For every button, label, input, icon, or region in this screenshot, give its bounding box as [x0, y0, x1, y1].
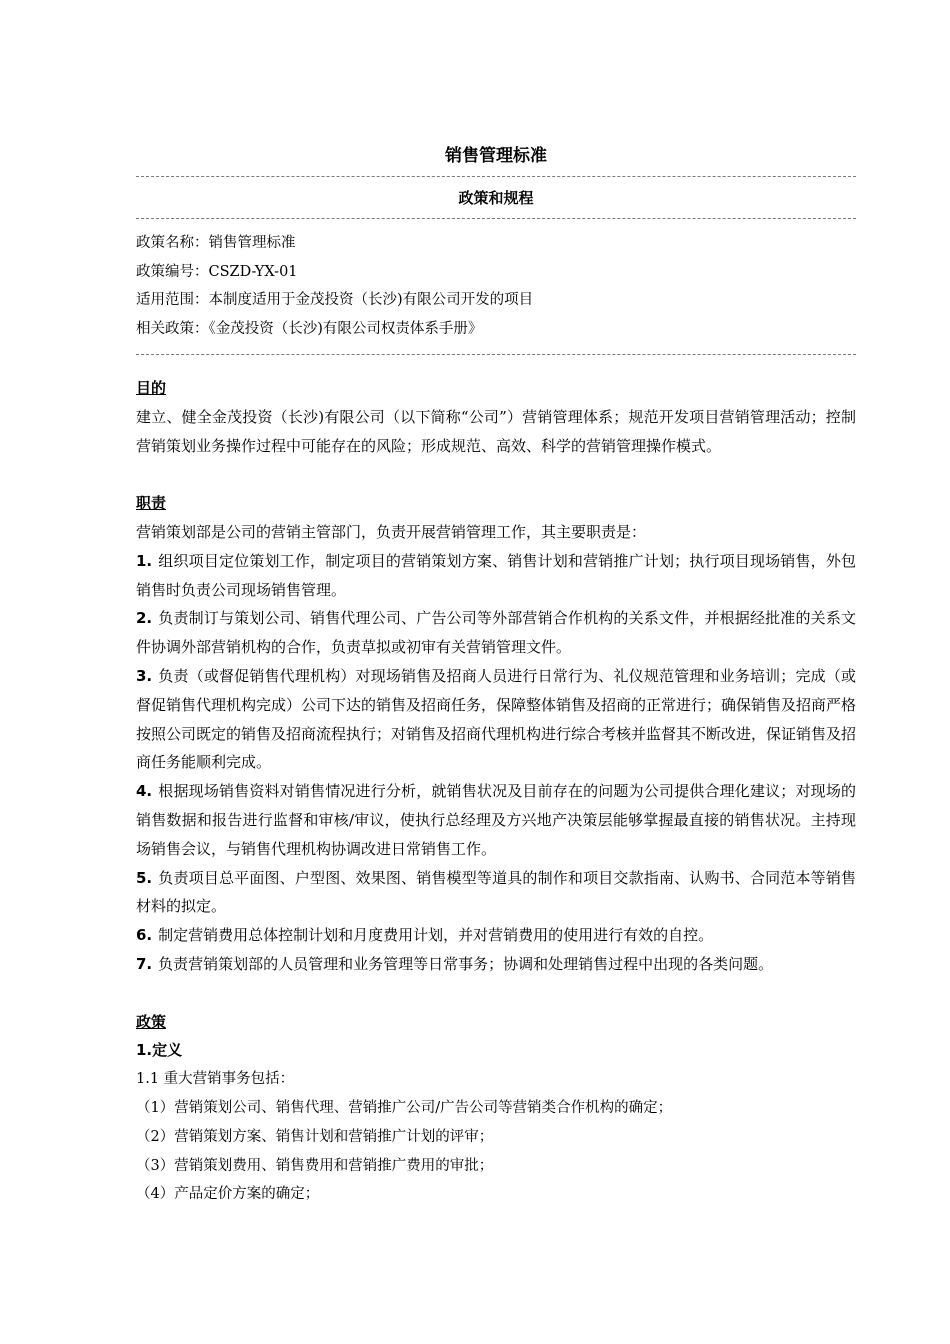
duty-number: 3. [136, 666, 153, 685]
duty-text: 负责营销策划部的人员管理和业务管理等日常事务；协调和处理销售过程中出现的各类问题。 [158, 954, 774, 973]
duty-text: 制定营销费用总体控制计划和月度费用计划，并对营销费用的使用进行有效的自控。 [158, 926, 714, 945]
duty-text: 负责项目总平面图、户型图、效果图、销售模型等道具的制作和项目交款指南、认购书、合同范本等销售材料的拟定。 [136, 868, 856, 916]
duty-item [136, 864, 856, 922]
duty-item [136, 777, 856, 863]
duty-item [136, 950, 856, 979]
duty-item [136, 547, 856, 605]
duty-number: 6. [136, 926, 153, 945]
related-policy: 相关政策：《金茂投资（长沙)有限公司权责体系手册》 [136, 320, 483, 337]
duty-item [136, 921, 856, 950]
spacer [136, 460, 856, 489]
policy-line: （1）营销策划公司、销售代理、营销推广公司/广告公司等营销类合作机构的确定； [136, 1099, 673, 1116]
policy-name: 政策名称：销售管理标准 [136, 235, 296, 251]
divider [136, 218, 856, 219]
document-body [136, 374, 856, 1209]
duty-text: 组织项目定位策划工作，制定项目的营销策划方案、销售计划和营销推广计划；执行项目现场销售，外包销售时负责公司现场销售管理。 [136, 551, 856, 599]
purpose-text: 建立、健全金茂投资（长沙)有限公司（以下简称“公司”）营销管理体系；规范开发项目营销管理活动；控制营销策划业务操作过程中可能存在的风险；形成规范、高效、科学的营销管理操作模式。 [136, 407, 856, 455]
duty-text: 负责（或督促销售代理机构）对现场销售及招商人员进行日常行为、礼仪规范管理和业务培训；完成（或督促销售代理机构完成）公司下达的销售及招商任务，保障整体销售及招商的正常进行；确保销售及招商严格按照公司既定的销售及招商流程执行；对销售及招商代理机构进行综合考核并监督其不断改进，保证销售及招商任务能顺利完成。 [136, 666, 857, 772]
duty-number: 2. [136, 609, 153, 628]
policy-scope: 适用范围：本制度适用于金茂投资（长沙)有限公司开发的项目 [136, 292, 534, 308]
duty-item [136, 604, 856, 662]
duty-number: 5. [136, 868, 153, 887]
policy-line: （3）营销策划费用、销售费用和营销推广费用的审批； [136, 1157, 494, 1174]
subsection-heading-definition: 1.定义 [136, 1041, 183, 1060]
document-subtitle: 政策和规程 [458, 189, 534, 207]
divider [136, 176, 856, 177]
section-heading-policy: 政策 [136, 1012, 167, 1031]
duty-text: 根据现场销售资料对销售情况进行分析，就销售状况及目前存在的问题为公司提供合理化建议；对现场的销售数据和报告进行监督和审核/审议，使执行总经理及方兴地产决策层能够掌握最直接的销售状况。主持现场销售会议，与销售代理机构协调改进日常销售工作。 [136, 782, 856, 858]
policy-line: 1.1 重大营销事务包括： [136, 1071, 295, 1088]
policy-line: （4）产品定价方案的确定； [136, 1186, 320, 1203]
policy-number: 政策编号：CSZD-YX-01 [136, 263, 298, 280]
duty-number: 4. [136, 782, 153, 801]
duty-item [136, 662, 856, 777]
duty-number: 7. [136, 954, 153, 973]
section-heading-purpose: 目的 [136, 379, 167, 397]
policy-meta [136, 229, 856, 343]
divider [136, 354, 856, 355]
spacer [136, 979, 856, 1008]
duties-intro: 营销策划部是公司的营销主管部门，负责开展营销管理工作，其主要职责是： [136, 522, 647, 541]
document-title: 销售管理标准 [445, 146, 547, 166]
section-heading-duties: 职责 [136, 494, 167, 513]
policy-line: （2）营销策划方案、销售计划和营销推广计划的评审； [136, 1128, 494, 1145]
duty-text: 负责制订与策划公司、销售代理公司、广告公司等外部营销合作机构的关系文件，并根据经批准的关系文件协调外部营销机构的合作，负责草拟或初审有关营销管理文件。 [136, 609, 856, 657]
duty-number: 1. [136, 551, 153, 570]
